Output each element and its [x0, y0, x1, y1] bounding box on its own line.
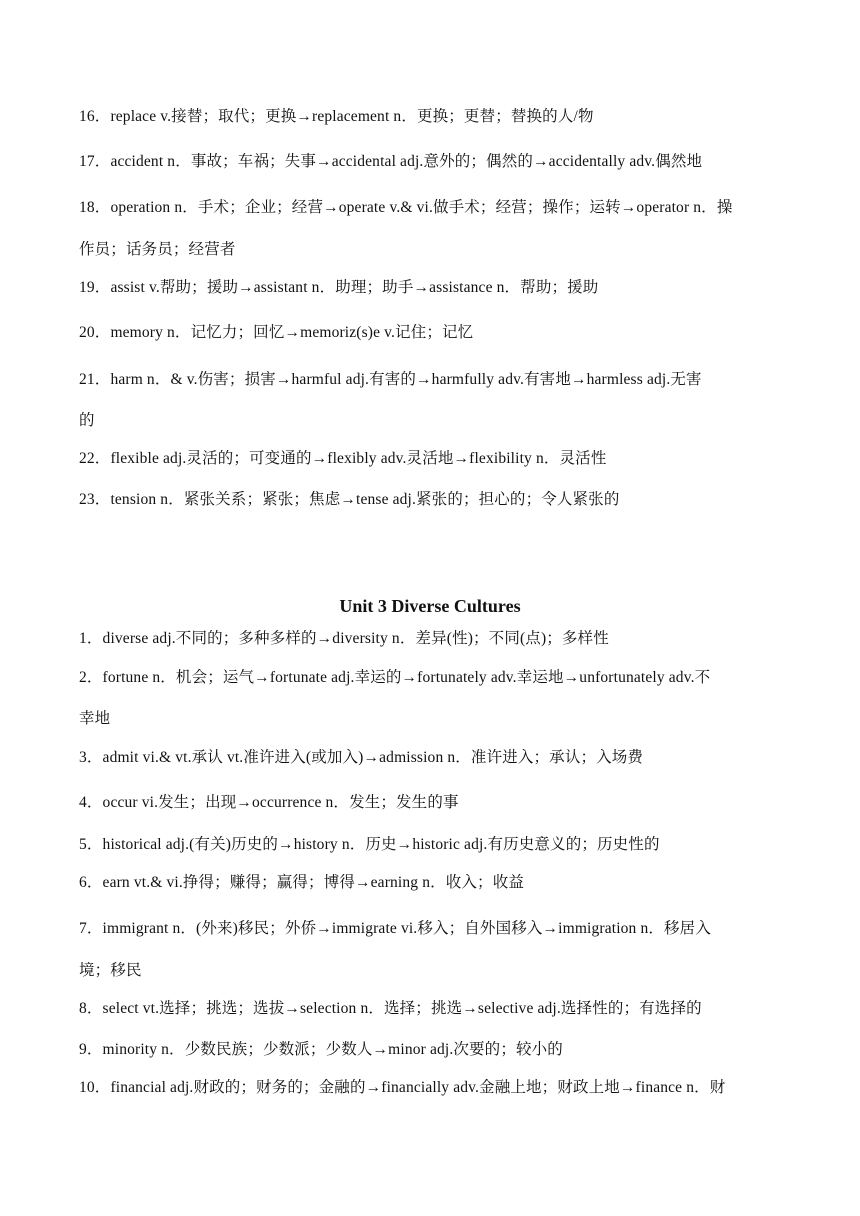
- vocab-line-u3-8: 8．select vt.选择；挑选；选拔→selection n．选择；挑选→selective adj.选择性的；有选择的: [79, 1000, 702, 1017]
- vocab-line-21: 21．harm n．& v.伤害；损害→harmful adj.有害的→harmfully adv.有害地→harmless adj.无害: [79, 371, 702, 388]
- vocab-line-u3-6: 6．earn vt.& vi.挣得；赚得；赢得；博得→earning n．收入；收益: [79, 874, 524, 891]
- unit-heading: Unit 3 Diverse Cultures: [339, 596, 521, 616]
- vocab-line-20: 20．memory n．记忆力；回忆→memoriz(s)e v.记住；记忆: [79, 324, 474, 341]
- vocab-line-23: 23．tension n．紧张关系；紧张；焦虑→tense adj.紧张的；担心的；令人紧张的: [79, 491, 620, 508]
- vocab-line-u3-7: 7．immigrant n．(外来)移民；外侨→immigrate vi.移入；自外国移入→immigration n．移居入: [79, 920, 711, 937]
- vocab-line-18-cont: 作员；话务员；经营者: [79, 241, 236, 258]
- vocab-line-u3-3: 3．admit vi.& vt.承认 vt.准许进入(或加入)→admission n．准许进入；承认；入场费: [79, 749, 644, 766]
- vocab-line-u3-9: 9．minority n．少数民族；少数派；少数人→minor adj.次要的；较小的: [79, 1041, 563, 1058]
- vocab-line-18: 18．operation n．手术；企业；经营→operate v.& vi.做手术；经营；操作；运转→operator n．操: [79, 199, 733, 216]
- vocab-line-u3-1: 1．diverse adj.不同的；多种多样的→diversity n．差异(性)；不同(点)；多样性: [79, 630, 609, 647]
- vocab-line-16: 16．replace v.接替；取代；更换→replacement n．更换；更替；替换的人/物: [79, 108, 594, 125]
- vocab-line-u3-7-cont: 境；移民: [79, 962, 142, 979]
- vocab-line-u3-10: 10．financial adj.财政的；财务的；金融的→financially adv.金融上地；财政上地→finance n．财: [79, 1079, 726, 1096]
- vocab-line-u3-5: 5．historical adj.(有关)历史的→history n．历史→historic adj.有历史意义的；历史性的: [79, 836, 660, 853]
- vocab-line-22: 22．flexible adj.灵活的；可变通的→flexibly adv.灵活地→flexibility n．灵活性: [79, 450, 607, 467]
- vocab-line-u3-2: 2．fortune n．机会；运气→fortunate adj.幸运的→fortunately adv.幸运地→unfortunately adv.不: [79, 669, 711, 686]
- vocab-line-21-cont: 的: [79, 412, 95, 429]
- vocab-line-19: 19．assist v.帮助；援助→assistant n．助理；助手→assistance n．帮助；援助: [79, 279, 599, 296]
- vocab-line-17: 17．accident n．事故；车祸；失事→accidental adj.意外的；偶然的→accidentally adv.偶然地: [79, 153, 703, 170]
- vocab-line-u3-2-cont: 幸地: [79, 710, 111, 727]
- vocab-line-u3-4: 4．occur vi.发生；出现→occurrence n．发生；发生的事: [79, 794, 459, 811]
